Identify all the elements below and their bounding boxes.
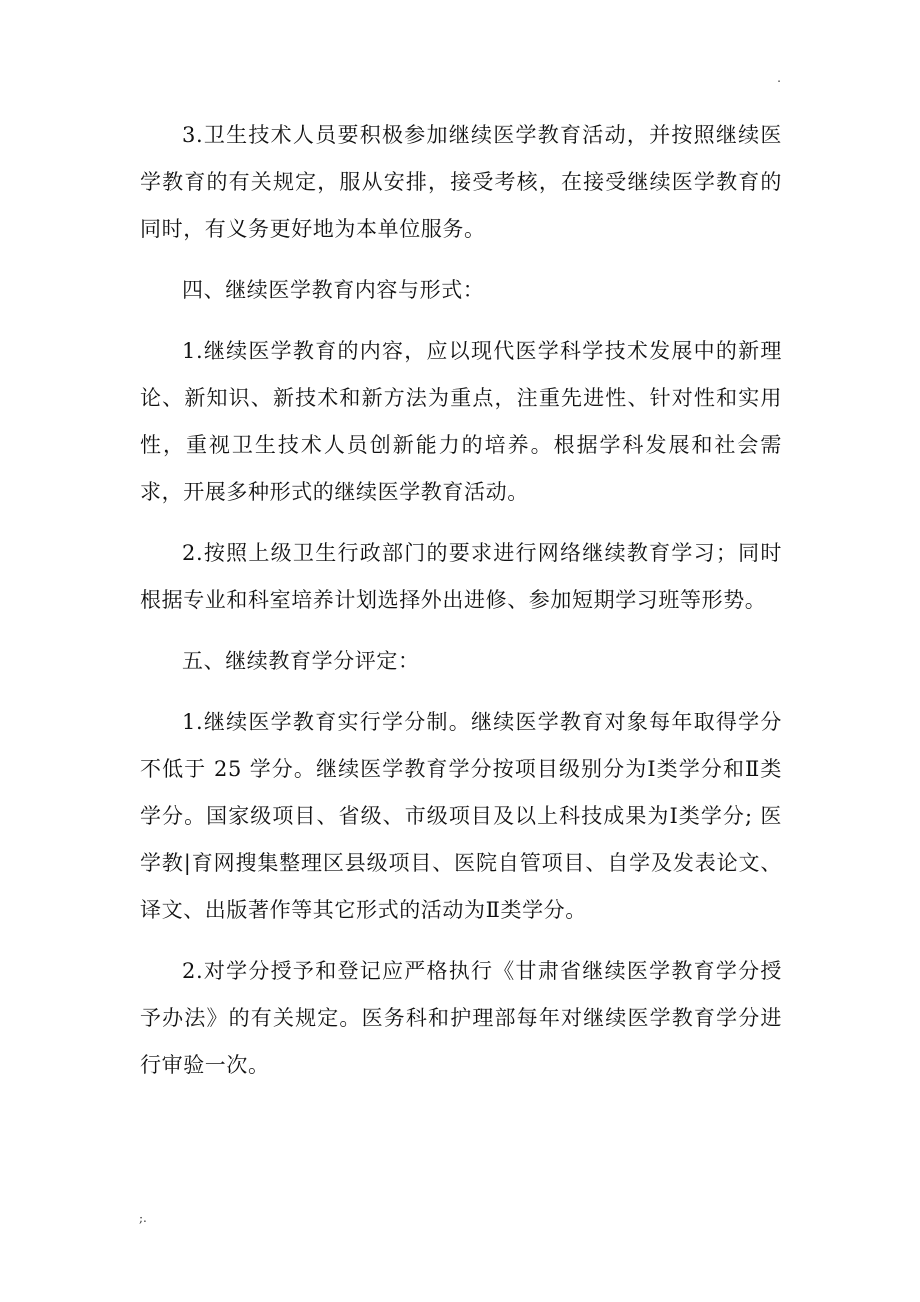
paragraph-credit-1: 1.继续医学教育实行学分制。继续医学教育对象每年取得学分不低于 25 学分。继续医学教育学分按项目级别分为Ⅰ类学分和Ⅱ类学分。国家级项目、省级、市级项目及以上科技成果为Ⅰ类学分; 医学教|育网搜集整理区县级项目、医院自管项目、自学及发表论文、译文、出版著作等其它形式的活动为Ⅱ类学分。 [140, 710, 782, 922]
paragraph-credit-2: 2.对学分授予和登记应严格执行《甘肃省继续医学教育学分授予办法》的有关规定。医务科和护理部每年对继续医学教育学分进行审验一次。 [140, 959, 782, 1077]
paragraph-item-3-duty: 3.卫生技术人员要积极参加继续医学教育活动，并按照继续医学教育的有关规定，服从安排，接受考核，在接受继续医学教育的同时，有义务更好地为本单位服务。 [140, 123, 782, 241]
page-top-mark: . [777, 71, 781, 85]
section-heading-5: 五、继续教育学分评定： [182, 649, 420, 673]
paragraph-content-1: 1.继续医学教育的内容，应以现代医学科学技术发展中的新理论、新知识、新技术和新方法为重点，注重先进性、针对性和实用性，重视卫生技术人员创新能力的培养。根据学科发展和社会需求，开展多种形式的继续医学教育活动。 [140, 339, 782, 504]
section-heading-4: 四、继续医学教育内容与形式： [182, 278, 485, 302]
document-body [140, 112, 782, 1089]
page-bottom-mark: ;. [139, 1211, 147, 1225]
paragraph-content-2: 2.按照上级卫生行政部门的要求进行网络继续教育学习；同时根据专业和科室培养计划选择外出进修、参加短期学习班等形势。 [140, 541, 782, 612]
